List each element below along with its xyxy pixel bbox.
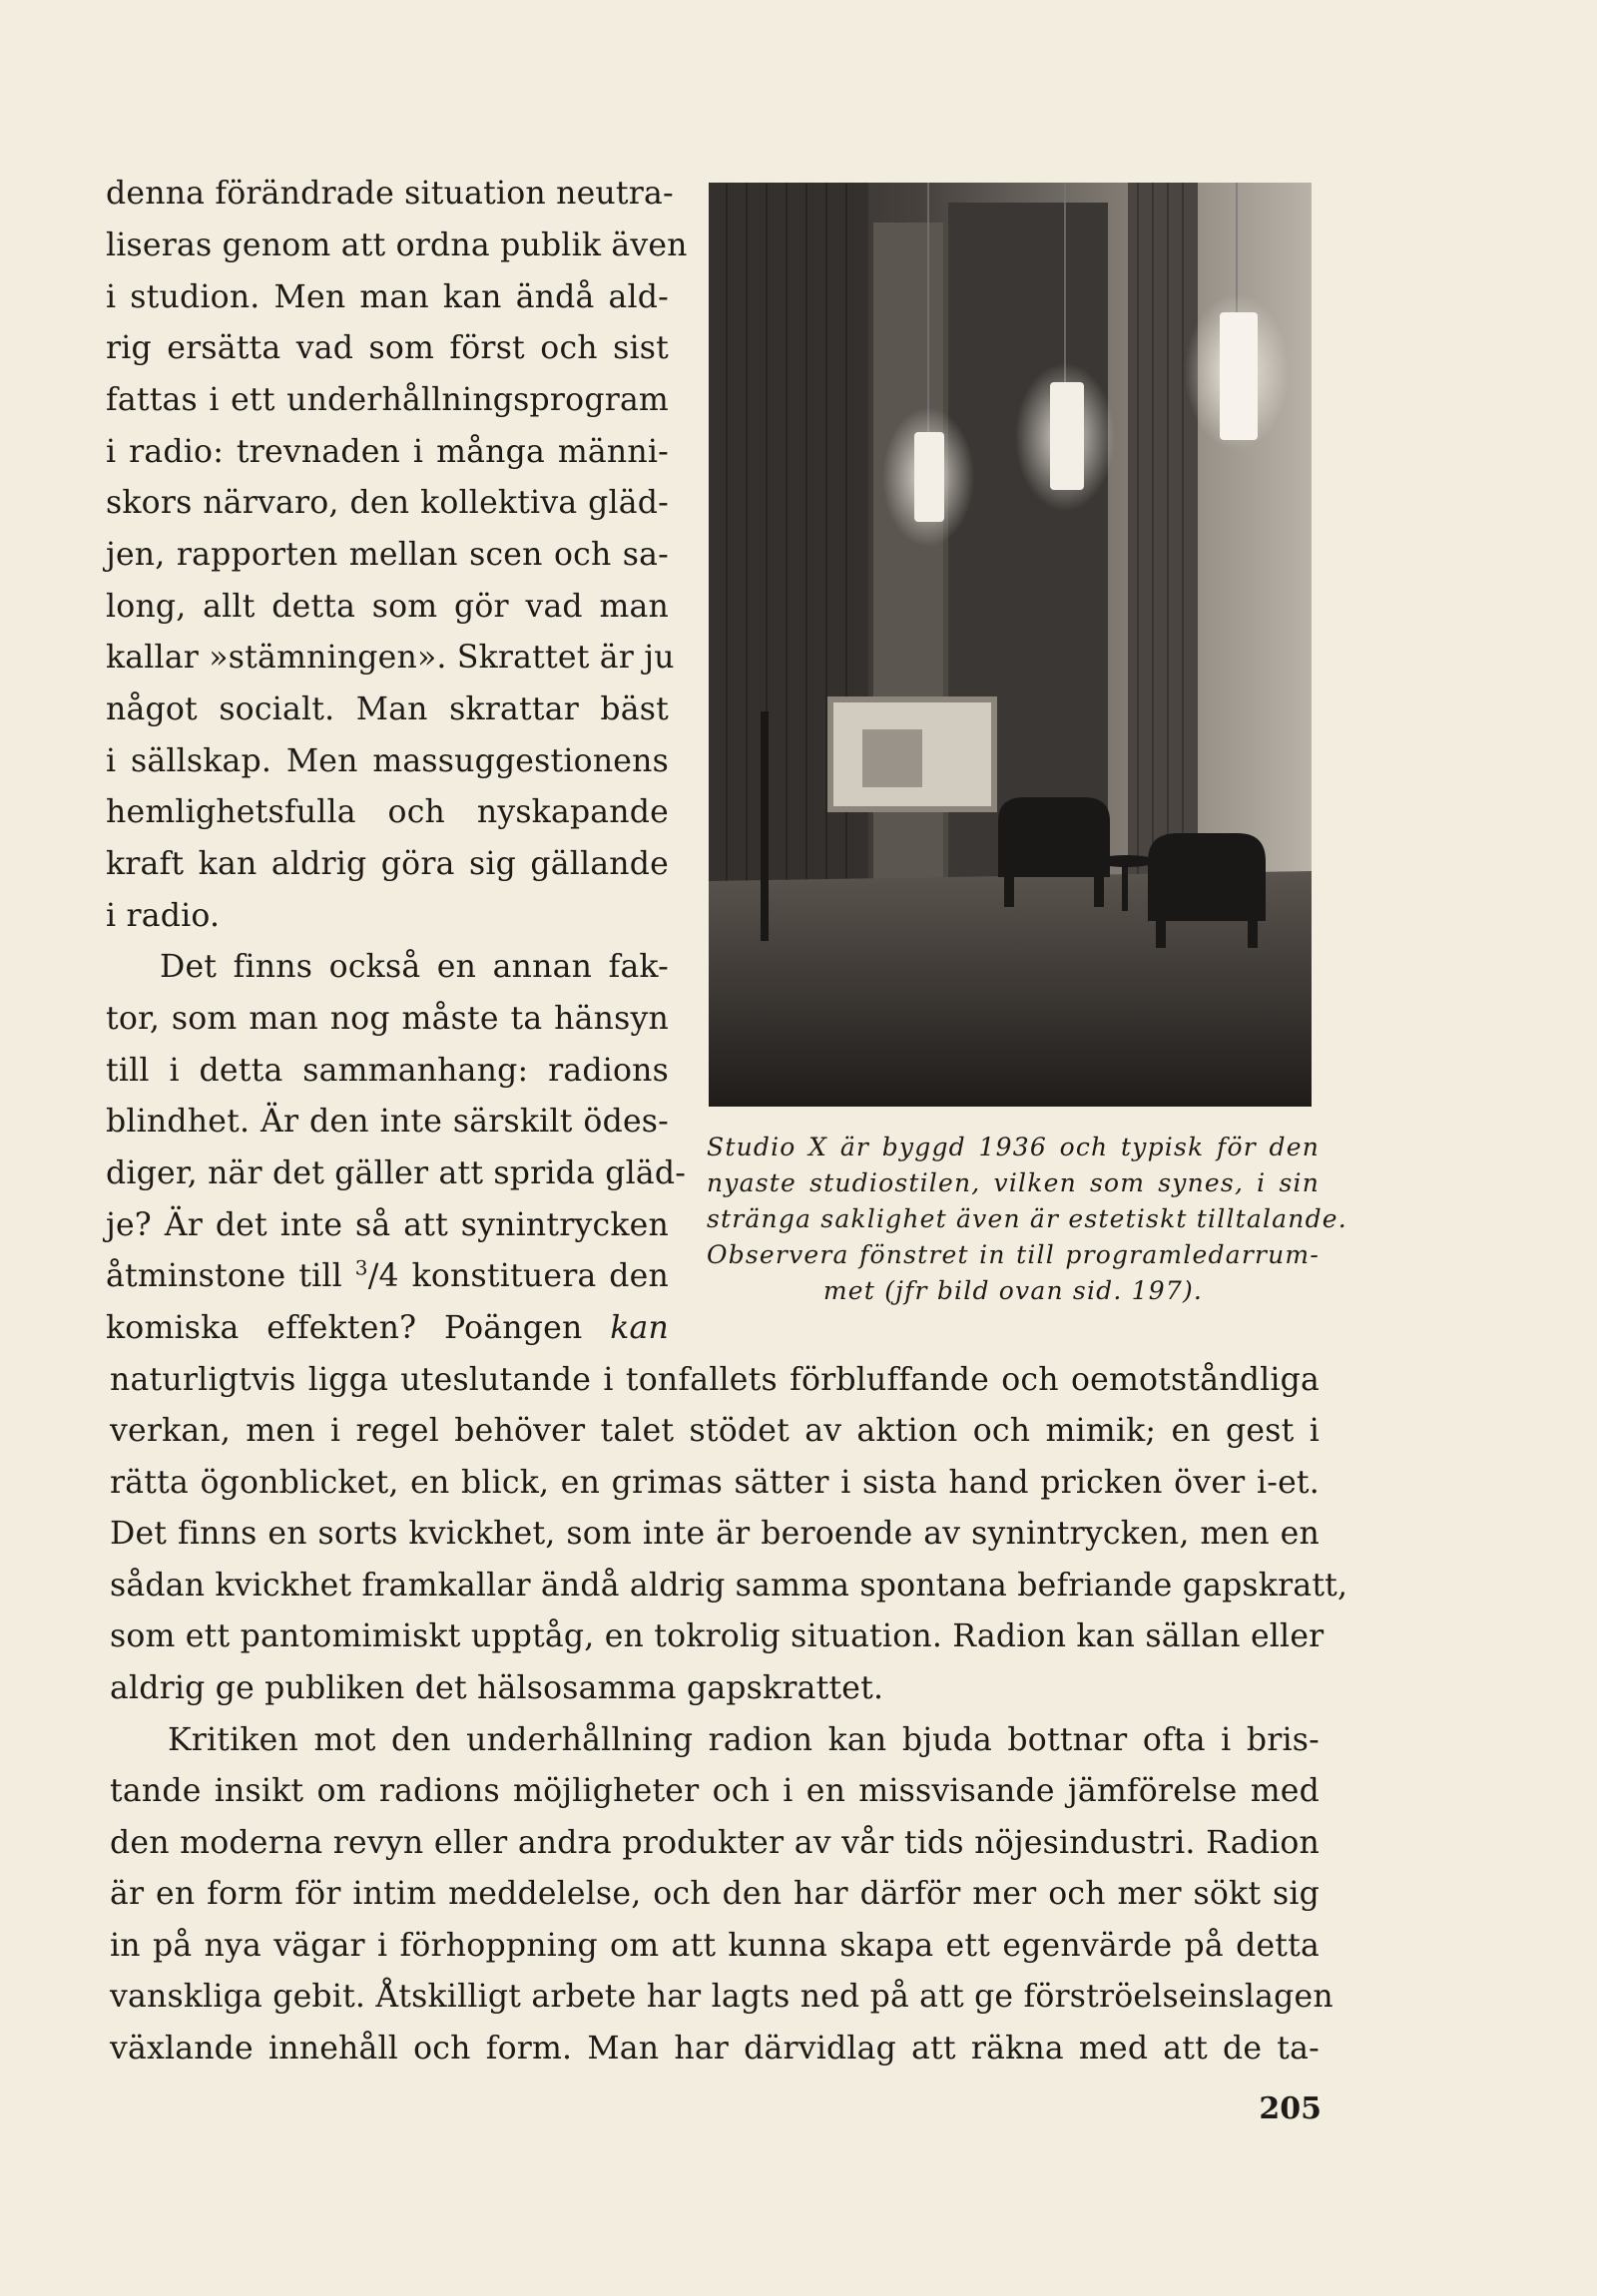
text-line: denna förändrade situation neutra- (106, 176, 674, 212)
text-line: skors närvaro, den kollektiva gläd- (106, 485, 669, 521)
text-line: något socialt. Man skrattar bäst (106, 691, 669, 727)
text-line: kraft kan aldrig göra sig gällande (106, 846, 669, 882)
text-line: fattas i ett underhållningsprogram (106, 382, 669, 418)
text-line: sådan kvickhet framkallar ändå aldrig samma spontana befriande gapskratt, (110, 1568, 1348, 1604)
photo-caption-line: nyaste studiostilen, vilken som synes, i sin (707, 1168, 1320, 1197)
text-line: Det finns en sorts kvickhet, som inte är beroende av synintrycken, men en (110, 1516, 1320, 1552)
studio-illustration (709, 183, 1312, 1107)
paragraph-start-line: Det finns också en annan fak- (160, 949, 669, 985)
text-line: är en form för intim meddelelse, och den har därför mer och mer sökt sig (110, 1876, 1320, 1912)
page-number: 205 (1259, 2091, 1322, 2126)
fraction-numerator: 3 (354, 1255, 368, 1280)
text-line: den moderna revyn eller andra produkter av vår tids nöjesindustri. Radion (110, 1825, 1320, 1861)
italic-word: kan (610, 1310, 669, 1346)
line-segment: /4 konstituera den (367, 1258, 669, 1294)
text-line: i sällskap. Men massuggestionens (106, 743, 669, 779)
text-line: rätta ögonblicket, en blick, en grimas sätter i sista hand pricken över i-et. (110, 1465, 1320, 1501)
text-line: till i detta sammanhang: radions (106, 1053, 669, 1089)
text-line: aldrig ge publiken det hälsosamma gapskrattet. (110, 1670, 884, 1706)
text-line: kallar »stämningen». Skrattet är ju (106, 640, 675, 676)
photo-caption-line: stränga saklighet även är estetiskt tilltalande. (707, 1204, 1347, 1233)
text-line: je? Är det inte så att synintrycken (106, 1207, 669, 1243)
photo-caption-line: Observera fönstret in till programledarrum- (707, 1240, 1320, 1269)
text-line: blindhet. Är den inte särskilt ödes- (106, 1104, 669, 1140)
line-segment: åtminstone till (106, 1258, 342, 1294)
text-line: in på nya vägar i förhoppning om att kunna skapa ett egenvärde på detta (110, 1928, 1320, 1964)
text-line-fraction (106, 1250, 669, 1302)
photo-caption-line: Studio X är byggd 1936 och typisk för den (707, 1133, 1320, 1161)
photo-caption-line: met (jfr bild ovan sid. 197). (822, 1276, 1204, 1305)
text-line: long, allt detta som gör vad man (106, 589, 669, 625)
text-line: i radio. (106, 898, 221, 934)
text-line: naturligtvis ligga uteslutande i tonfallets förbluffande och oemotståndliga (110, 1362, 1320, 1398)
text-line: tor, som man nog måste ta hänsyn (106, 1001, 669, 1037)
studio-photo (709, 183, 1312, 1107)
text-line: som ett pantomimiskt upptåg, en tokrolig situation. Radion kan sällan eller (110, 1618, 1325, 1654)
text-line: jen, rapporten mellan scen och sa- (106, 537, 669, 573)
text-line: hemlighetsfulla och nyskapande (106, 794, 669, 830)
paragraph-start-line: Kritiken mot den underhållning radion kan bjuda bottnar ofta i bris- (168, 1722, 1320, 1758)
text-line: rig ersätta vad som först och sist (106, 330, 669, 366)
text-line: i studion. Men man kan ändå ald- (106, 279, 669, 315)
text-line: tande insikt om radions möjligheter och i en missvisande jämförelse med (110, 1773, 1320, 1809)
text-line: verkan, men i regel behöver talet stödet av aktion och mimik; en gest i (110, 1413, 1320, 1449)
text-line-emphasis (106, 1302, 669, 1354)
line-segment: komiska effekten? Poängen (106, 1310, 583, 1346)
text-line: växlande innehåll och form. Man har därvidlag att räkna med att de ta- (110, 2031, 1320, 2066)
text-line: i radio: trevnaden i många männi- (106, 434, 669, 470)
text-line: liseras genom att ordna publik även (106, 228, 688, 263)
text-line: vanskliga gebit. Åtskilligt arbete har lagts ned på att ge förströelseinslagen (110, 1979, 1333, 2015)
text-line: diger, när det gäller att sprida gläd- (106, 1155, 687, 1191)
